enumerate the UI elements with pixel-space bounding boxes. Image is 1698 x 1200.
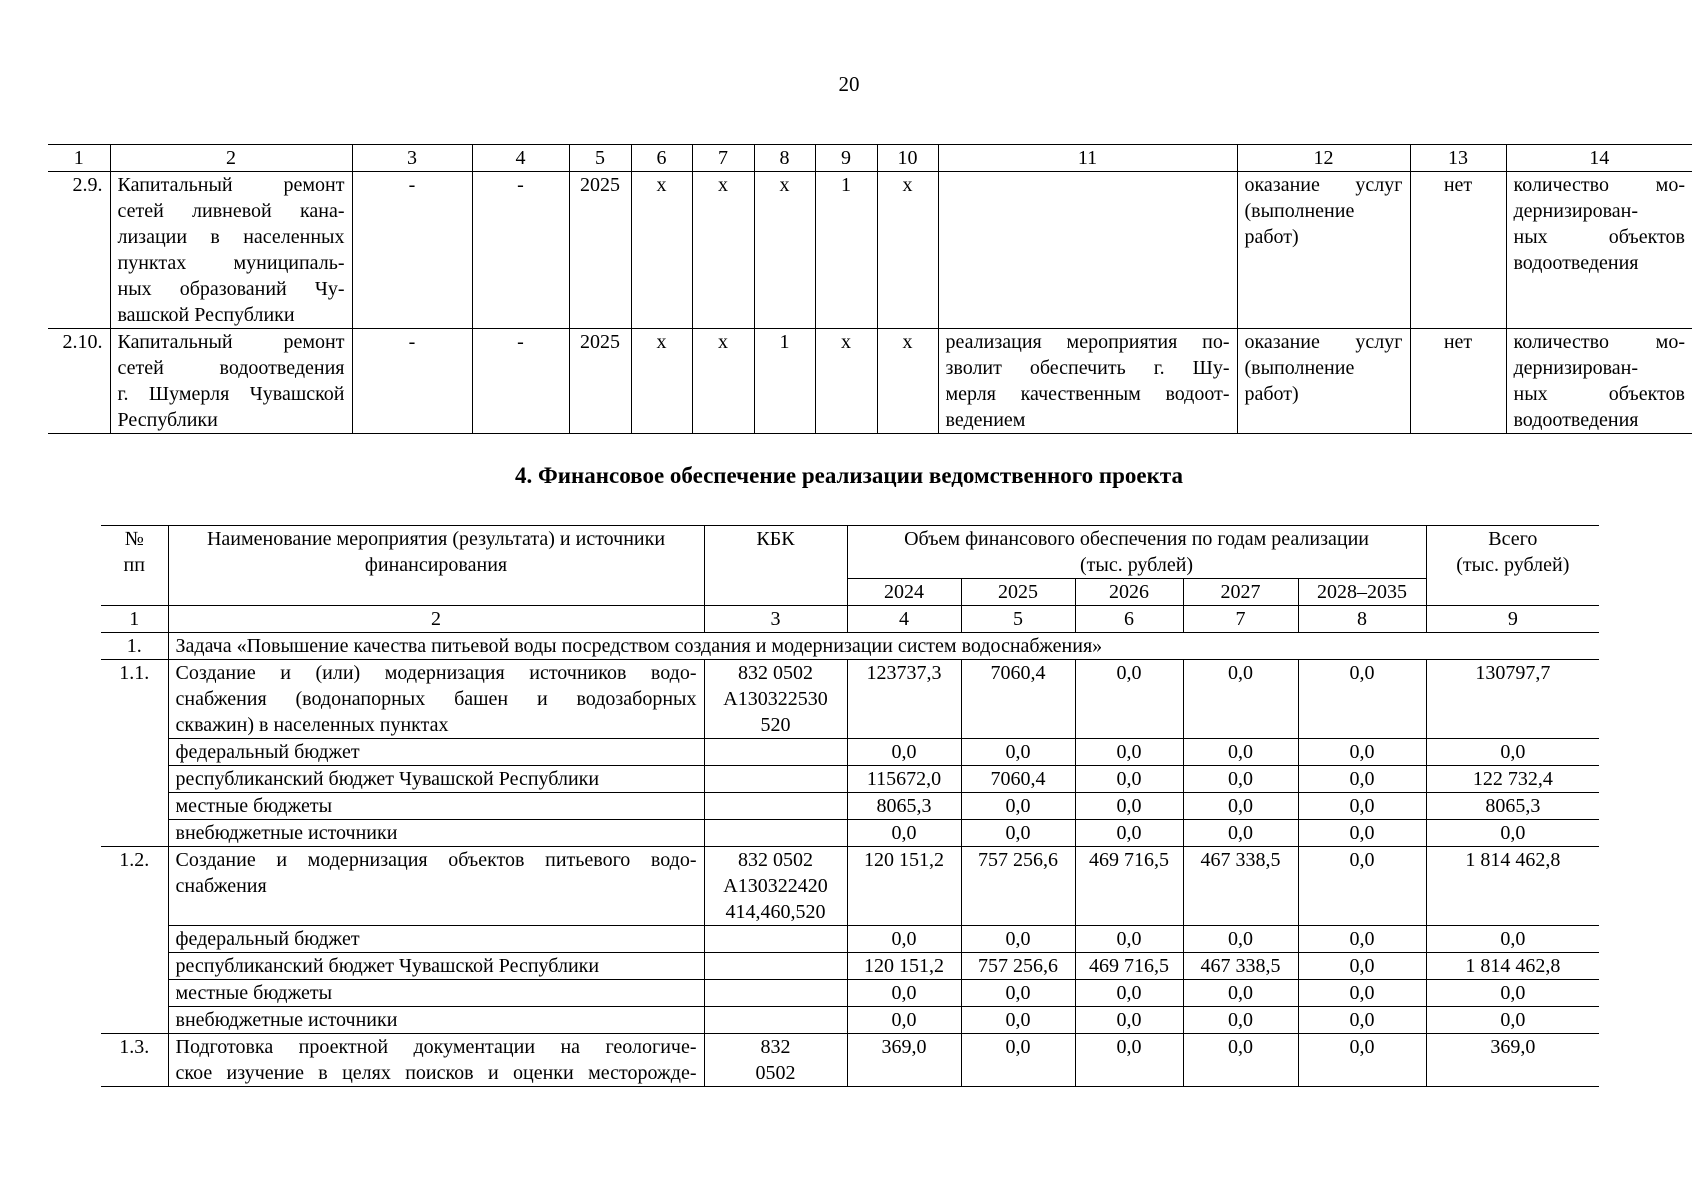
year-header: 2024: [847, 579, 961, 606]
value-cell: 115672,0: [847, 766, 961, 793]
value-cell: 0,0: [1075, 980, 1183, 1007]
cell: -: [352, 172, 472, 329]
value-cell: 0,0: [1075, 660, 1183, 739]
source-row: [101, 1007, 1599, 1034]
value-cell: 0,0: [1183, 660, 1298, 739]
value-cell: 7060,4: [961, 660, 1075, 739]
kbk-code: [704, 793, 847, 820]
text-line: Капитальный ремонт: [117, 174, 345, 196]
column-number-row: [101, 606, 1599, 633]
kbk-code: [704, 847, 847, 926]
cell: 1: [754, 329, 815, 434]
text-line: скважин) в населенных пунктах: [175, 714, 449, 736]
value-cell: 0,0: [961, 793, 1075, 820]
col-number: 6: [631, 145, 692, 172]
text-line: 414,460,520: [725, 901, 826, 923]
measure-name: [168, 660, 704, 739]
cell: х: [815, 329, 877, 434]
value-cell: 0,0: [1183, 980, 1298, 1007]
total-cell: 0,0: [1426, 739, 1599, 766]
col-number: 3: [704, 606, 847, 633]
value-cell: 0,0: [1298, 1034, 1426, 1087]
value-cell: 0,0: [1298, 980, 1426, 1007]
value-cell: 0,0: [961, 739, 1075, 766]
source-name: федеральный бюджет: [168, 739, 704, 766]
header-text: финансирования: [364, 554, 508, 576]
value-cell: 0,0: [1183, 1007, 1298, 1034]
kbk-code: [704, 953, 847, 980]
header-text: Объем финансового обеспечения по годам реализации: [904, 528, 1369, 550]
project-results-table: [48, 144, 1692, 434]
cell: 1: [815, 172, 877, 329]
task-row: [101, 633, 1599, 660]
value-cell: 0,0: [847, 1007, 961, 1034]
page-number: 20: [838, 72, 860, 96]
value-cell: 0,0: [1298, 847, 1426, 926]
text-line: 832 0502: [738, 662, 813, 684]
cell: 2025: [569, 329, 631, 434]
text-line: водоотведения: [1513, 252, 1639, 274]
cell: х: [877, 172, 938, 329]
year-header: 2028–2035: [1298, 579, 1426, 606]
col-number: 10: [877, 145, 938, 172]
col-number: 1: [48, 145, 110, 172]
measure-number: 1.1.: [101, 660, 168, 847]
source-row: [101, 926, 1599, 953]
text-line: количество мо-: [1513, 174, 1685, 196]
source-row: [101, 766, 1599, 793]
measure-name: [168, 847, 704, 926]
value-cell: 467 338,5: [1183, 847, 1298, 926]
value-cell: 0,0: [1075, 1007, 1183, 1034]
value-cell: 0,0: [1183, 820, 1298, 847]
text-line: мерля качественным водоот-: [945, 383, 1230, 405]
col-number: 11: [938, 145, 1237, 172]
measure-row: [101, 847, 1599, 926]
source-row: [101, 980, 1599, 1007]
cell: нет: [1410, 329, 1506, 434]
header-text: (тыс. рублей): [1456, 554, 1570, 576]
col-number: 5: [961, 606, 1075, 633]
text-line: оказание услуг: [1244, 174, 1403, 196]
value-cell: 0,0: [1075, 793, 1183, 820]
value-cell: 0,0: [961, 926, 1075, 953]
value-cell: 469 716,5: [1075, 953, 1183, 980]
effect-description: [938, 172, 1237, 329]
text-line: Создание и (или) модернизация источников водо-: [175, 662, 697, 684]
financing-table: [101, 525, 1599, 1087]
cell: х: [631, 329, 692, 434]
col-number: 8: [1298, 606, 1426, 633]
col-number: 9: [1426, 606, 1599, 633]
cell: х: [692, 172, 754, 329]
value-cell: 7060,4: [961, 766, 1075, 793]
text-line: количество мо-: [1513, 331, 1685, 353]
source-name: местные бюджеты: [168, 793, 704, 820]
source-row: [101, 793, 1599, 820]
measure-number: 1.2.: [101, 847, 168, 1034]
value-cell: 0,0: [1298, 766, 1426, 793]
text-line: снабжения: [175, 875, 267, 897]
text-line: зволит обеспечить г. Шу-: [945, 357, 1230, 379]
value-cell: 0,0: [961, 980, 1075, 1007]
cell: х: [692, 329, 754, 434]
total-cell: 122 732,4: [1426, 766, 1599, 793]
value-cell: 0,0: [1298, 1007, 1426, 1034]
value-cell: 369,0: [847, 1034, 961, 1087]
measure-name: [110, 329, 352, 434]
cell: 2025: [569, 172, 631, 329]
section-title: 4. Финансовое обеспечение реализации ведомственного проекта: [515, 463, 1183, 488]
col-number: 7: [1183, 606, 1298, 633]
value-cell: 0,0: [1183, 926, 1298, 953]
source-name: внебюджетные источники: [168, 1007, 704, 1034]
text-line: Республики: [117, 409, 218, 431]
value-cell: 0,0: [1183, 1034, 1298, 1087]
year-header: 2025: [961, 579, 1075, 606]
text-line: сетей ливневой кана-: [117, 200, 345, 222]
value-cell: 120 151,2: [847, 847, 961, 926]
text-line: вашской Республики: [117, 304, 295, 326]
text-line: Капитальный ремонт: [117, 331, 345, 353]
header-text: (тыс. рублей): [1079, 554, 1194, 576]
text-line: 0502: [755, 1062, 796, 1084]
measure-number: 1.3.: [101, 1034, 168, 1087]
value-cell: 0,0: [847, 820, 961, 847]
indicator: [1506, 172, 1692, 329]
text-line: ведением: [945, 409, 1026, 431]
value-cell: 0,0: [1298, 926, 1426, 953]
value-cell: 0,0: [1183, 793, 1298, 820]
header-name: [168, 526, 704, 606]
value-cell: 0,0: [1075, 820, 1183, 847]
value-cell: 0,0: [1298, 953, 1426, 980]
header-text: №: [124, 528, 144, 550]
kbk-code: [704, 1034, 847, 1087]
header-text: Всего: [1488, 528, 1538, 550]
total-cell: 8065,3: [1426, 793, 1599, 820]
source-name: федеральный бюджет: [168, 926, 704, 953]
value-cell: 757 256,6: [961, 847, 1075, 926]
text-line: ных объектов: [1513, 226, 1685, 248]
value-cell: 0,0: [961, 1007, 1075, 1034]
col-number: 12: [1237, 145, 1410, 172]
total-cell: 130797,7: [1426, 660, 1599, 739]
total-cell: 0,0: [1426, 926, 1599, 953]
value-cell: 0,0: [1075, 766, 1183, 793]
value-cell: 0,0: [1075, 739, 1183, 766]
value-cell: 0,0: [1075, 926, 1183, 953]
text-line: А130322420: [723, 875, 828, 897]
col-number: 4: [472, 145, 569, 172]
effect-description: [938, 329, 1237, 434]
value-cell: 8065,3: [847, 793, 961, 820]
text-line: Создание и модернизация объектов питьевого водо-: [175, 849, 697, 871]
total-cell: 1 814 462,8: [1426, 953, 1599, 980]
kbk-code: [704, 820, 847, 847]
text-line: (выполнение: [1244, 200, 1355, 222]
text-line: ных объектов: [1513, 383, 1685, 405]
result-type: [1237, 329, 1410, 434]
source-row: [101, 953, 1599, 980]
source-row: [101, 820, 1599, 847]
col-number: 13: [1410, 145, 1506, 172]
value-cell: 0,0: [1075, 1034, 1183, 1087]
column-number-row: [48, 145, 1692, 172]
kbk-code: [704, 739, 847, 766]
value-cell: 0,0: [1298, 793, 1426, 820]
value-cell: 0,0: [1298, 739, 1426, 766]
value-cell: 0,0: [847, 980, 961, 1007]
col-number: 7: [692, 145, 754, 172]
header-row: [101, 526, 1599, 579]
text-line: 520: [760, 714, 791, 736]
measure-name: [110, 172, 352, 329]
kbk-code: [704, 926, 847, 953]
text-line: снабжения (водонапорных башен и водозаборных: [175, 688, 697, 710]
measure-row: [101, 1034, 1599, 1087]
total-cell: 0,0: [1426, 980, 1599, 1007]
col-number: 1: [101, 606, 168, 633]
header-text: Наименование мероприятия (результата) и источники: [206, 528, 666, 550]
measure-name: [168, 1034, 704, 1087]
col-number: 2: [110, 145, 352, 172]
text-line: работ): [1244, 383, 1299, 405]
kbk-code: [704, 1007, 847, 1034]
text-line: лизации в населенных: [117, 226, 345, 248]
text-line: водоотведения: [1513, 409, 1639, 431]
cell: -: [472, 329, 569, 434]
value-cell: 0,0: [847, 739, 961, 766]
row-number: 2.9.: [48, 172, 110, 329]
text-line: ных образований Чу-: [117, 278, 345, 300]
source-row: [101, 739, 1599, 766]
text-line: ское изучение в целях поисков и оценки месторожде-: [175, 1062, 697, 1084]
cell: х: [877, 329, 938, 434]
col-number: 14: [1506, 145, 1692, 172]
col-number: 9: [815, 145, 877, 172]
cell: х: [754, 172, 815, 329]
header-kbk: КБК: [704, 526, 847, 606]
value-cell: 757 256,6: [961, 953, 1075, 980]
measure-row: [101, 660, 1599, 739]
cell: нет: [1410, 172, 1506, 329]
value-cell: 469 716,5: [1075, 847, 1183, 926]
value-cell: 120 151,2: [847, 953, 961, 980]
result-type: [1237, 172, 1410, 329]
header-total: [1426, 526, 1599, 606]
text-line: Подготовка проектной документации на геологиче-: [175, 1036, 697, 1058]
text-line: дернизирован-: [1513, 200, 1638, 222]
header-text: пп: [123, 554, 145, 576]
col-number: 6: [1075, 606, 1183, 633]
col-number: 8: [754, 145, 815, 172]
value-cell: 123737,3: [847, 660, 961, 739]
text-line: А130322530: [723, 688, 828, 710]
text-line: реализация мероприятия по-: [945, 331, 1230, 353]
text-line: оказание услуг: [1244, 331, 1403, 353]
text-line: сетей водоотведения: [117, 357, 345, 379]
text-line: работ): [1244, 226, 1299, 248]
total-cell: 0,0: [1426, 1007, 1599, 1034]
table-row: [48, 329, 1692, 434]
header-num: [101, 526, 168, 606]
cell: х: [631, 172, 692, 329]
cell: -: [352, 329, 472, 434]
value-cell: 0,0: [1298, 820, 1426, 847]
col-number: 4: [847, 606, 961, 633]
task-text: Задача «Повышение качества питьевой воды посредством создания и модернизации систем водоснабжения»: [168, 633, 1599, 660]
text-line: (выполнение: [1244, 357, 1355, 379]
value-cell: 0,0: [961, 820, 1075, 847]
value-cell: 0,0: [961, 1034, 1075, 1087]
kbk-code: [704, 660, 847, 739]
indicator: [1506, 329, 1692, 434]
text-line: пунктах муниципаль-: [117, 252, 345, 274]
text-line: дернизирован-: [1513, 357, 1638, 379]
source-name: внебюджетные источники: [168, 820, 704, 847]
table-row: [48, 172, 1692, 329]
text-line: г. Шумерля Чувашской: [117, 383, 345, 405]
row-number: 2.10.: [48, 329, 110, 434]
col-number: 3: [352, 145, 472, 172]
value-cell: 0,0: [1183, 739, 1298, 766]
text-line: 832: [760, 1036, 791, 1058]
value-cell: 0,0: [847, 926, 961, 953]
col-number: 2: [168, 606, 704, 633]
text-line: 832 0502: [738, 849, 813, 871]
year-header: 2026: [1075, 579, 1183, 606]
kbk-code: [704, 766, 847, 793]
total-cell: 369,0: [1426, 1034, 1599, 1087]
header-volume: [847, 526, 1426, 579]
source-name: республиканский бюджет Чувашской Республики: [168, 953, 704, 980]
kbk-code: [704, 980, 847, 1007]
source-name: местные бюджеты: [168, 980, 704, 1007]
value-cell: 467 338,5: [1183, 953, 1298, 980]
value-cell: 0,0: [1183, 766, 1298, 793]
source-name: республиканский бюджет Чувашской Республики: [168, 766, 704, 793]
task-number: 1.: [101, 633, 168, 660]
total-cell: 1 814 462,8: [1426, 847, 1599, 926]
total-cell: 0,0: [1426, 820, 1599, 847]
cell: -: [472, 172, 569, 329]
col-number: 5: [569, 145, 631, 172]
year-header: 2027: [1183, 579, 1298, 606]
value-cell: 0,0: [1298, 660, 1426, 739]
